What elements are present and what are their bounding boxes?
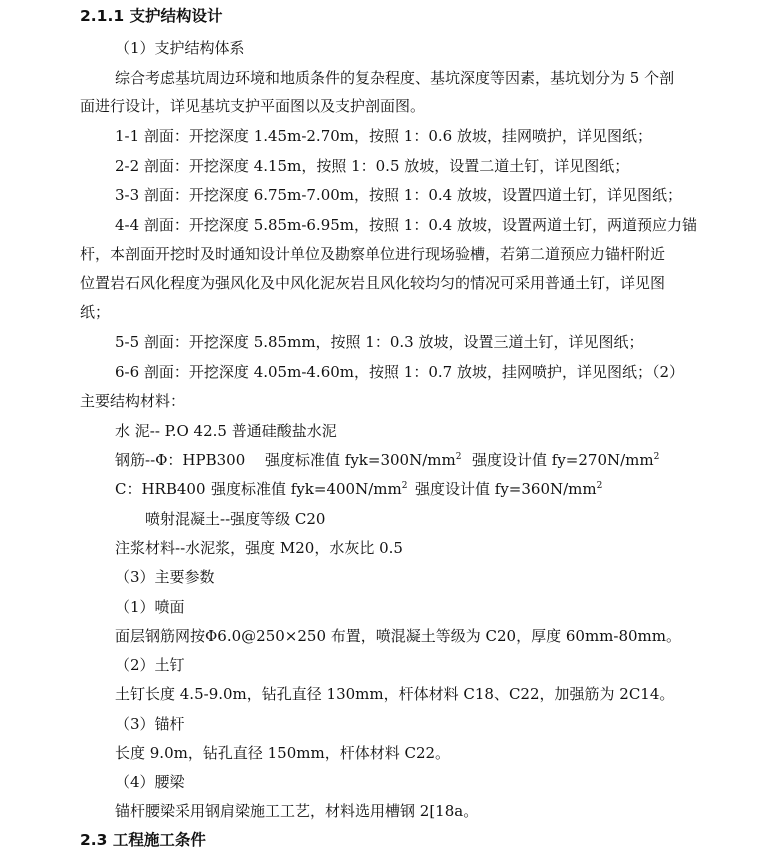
section-line: 4-4 剖面：开挖深度 5.85m-6.95m，按照 1：0.4 放坡，设置两道土钉，两道预应力锚 bbox=[115, 216, 697, 234]
material-cement: 水 泥-- P.O 42.5 普通硅酸盐水泥 bbox=[115, 422, 337, 440]
steel-a-label: 钢筋--Φ：HPB300 bbox=[115, 451, 246, 469]
section-line: 3-3 剖面：开挖深度 6.75m-7.00m，按照 1：0.4 放坡，设置四道土钉，详见图纸； bbox=[115, 186, 682, 204]
section-line: 2-2 剖面：开挖深度 4.15m，按照 1：0.5 放坡，设置二道土钉，详见图纸； bbox=[115, 157, 630, 175]
param-title: （1）喷面 bbox=[115, 598, 185, 616]
steel-c-design: 强度设计值 $fy=360N/mm^2$ bbox=[415, 480, 603, 498]
param-text: 面层钢筋网按Φ6.0@250×250 布置，喷混凝土等级为 C20，厚度 60mm-80mm。 bbox=[115, 627, 681, 645]
param-title: （4）腰梁 bbox=[115, 773, 185, 791]
section-line: 1-1 剖面：开挖深度 1.45m-2.70m，按照 1：0.6 放坡，挂网喷护，详见图纸； bbox=[115, 127, 652, 145]
material-shotcrete: 喷射混凝土--强度等级 C20 bbox=[145, 510, 326, 528]
materials-title: 主要结构材料： bbox=[80, 392, 186, 410]
section-heading: 2.1.1 支护结构设计 bbox=[80, 7, 223, 25]
section-line: 6-6 剖面：开挖深度 4.05m-4.60m，按照 1：0.7 放坡，挂网喷护，详见图纸；（2） bbox=[115, 363, 684, 381]
section-line: 5-5 剖面：开挖深度 5.85mm，按照 1：0.3 放坡，设置三道土钉，详见图纸； bbox=[115, 333, 644, 351]
steel-a-std: 强度标准值 $fyk=300N/mm^2$ bbox=[265, 451, 462, 469]
paragraph-line: 面进行设计，详见基坑支护平面图以及支护剖面图。 bbox=[80, 97, 426, 115]
steel-c-label: C：HRB400 bbox=[115, 480, 206, 498]
section-heading: 2.3 工程施工条件 bbox=[80, 831, 206, 849]
steel-a-design: 强度设计值 $fy=270N/mm^2$ bbox=[472, 451, 660, 469]
subsection-title: （1）支护结构体系 bbox=[115, 39, 245, 57]
param-title: （3）锚杆 bbox=[115, 715, 185, 733]
steel-c-std: 强度标准值 $fyk=400N/mm^2$ bbox=[211, 480, 408, 498]
section-line: 纸； bbox=[80, 303, 111, 321]
param-title: （2）土钉 bbox=[115, 656, 185, 674]
param-text: 土钉长度 4.5-9.0m，钻孔直径 130mm，杆体材料 C18、C22，加强筋为 2C14。 bbox=[115, 685, 675, 703]
section-line: 杆，本剖面开挖时及时通知设计单位及勘察单位进行现场验槽，若第二道预应力锚杆附近 bbox=[80, 245, 666, 263]
param-text: 长度 9.0m，钻孔直径 150mm，杆体材料 C22。 bbox=[115, 744, 451, 762]
subsection-title: （3）主要参数 bbox=[115, 568, 215, 586]
material-grout: 注浆材料--水泥浆，强度 M20，水灰比 0.5 bbox=[115, 539, 403, 557]
material-steel-c bbox=[115, 479, 603, 499]
section-line: 位置岩石风化程度为强风化及中风化泥灰岩且风化较均匀的情况可采用普通土钉，详见图 bbox=[80, 274, 666, 292]
material-steel-a bbox=[115, 450, 660, 470]
paragraph-line: 综合考虑基坑周边环境和地质条件的复杂程度、基坑深度等因素，基坑划分为 5 个剖 bbox=[115, 69, 675, 87]
param-text: 锚杆腰梁采用钢肩梁施工工艺，材料选用槽钢 2[18a。 bbox=[115, 802, 479, 820]
